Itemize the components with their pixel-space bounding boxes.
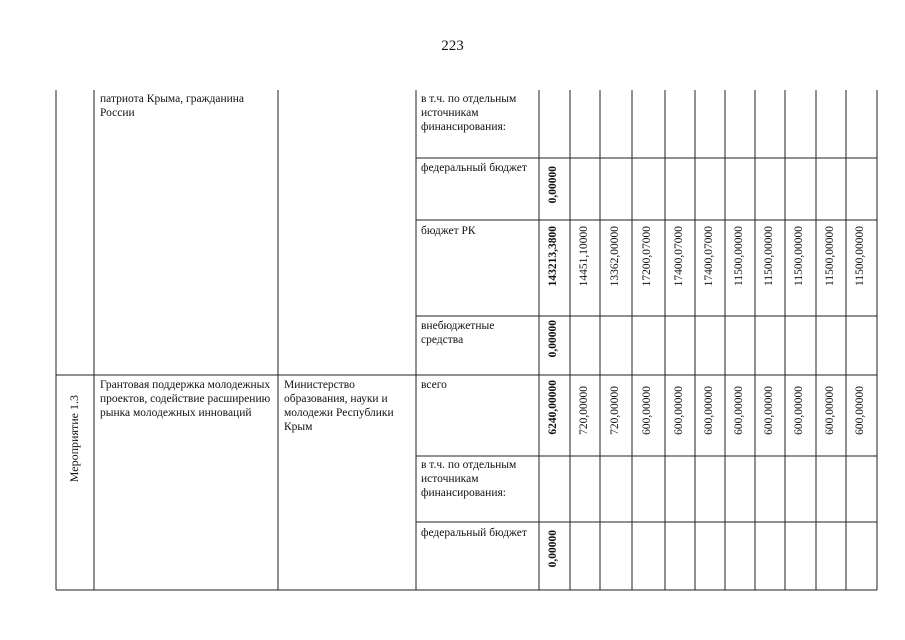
year-value: 11500,00000 <box>824 226 836 286</box>
source-label: в т.ч. по отдельным источникам финансирования: <box>421 459 517 499</box>
event-name: Грантовая поддержка молодежных проектов, содействие расширению рынка молодежных инноваций <box>100 379 271 419</box>
year-value: 11500,00000 <box>763 226 775 286</box>
year-value: 17200,07000 <box>641 226 653 287</box>
year-value: 13362,00000 <box>609 226 621 287</box>
year-value: 600,00000 <box>641 386 653 435</box>
total-value: 0,00000 <box>547 320 559 358</box>
total-value: 143213,3800 <box>547 226 559 287</box>
year-value: 600,00000 <box>733 386 745 435</box>
year-value: 600,00000 <box>793 386 805 435</box>
year-value: 720,00000 <box>578 386 590 435</box>
year-value: 11500,00000 <box>793 226 805 286</box>
year-value: 720,00000 <box>609 386 621 435</box>
source-label: федеральный бюджет <box>421 527 527 539</box>
year-value: 600,00000 <box>703 386 715 435</box>
source-label: бюджет РК <box>421 225 476 237</box>
year-value: 11500,00000 <box>854 226 866 286</box>
year-value: 600,00000 <box>763 386 775 435</box>
source-label: в т.ч. по отдельным источникам финансирования: <box>421 93 517 133</box>
year-value: 14451,10000 <box>578 226 590 287</box>
event-code: Мероприятие 1.3 <box>67 395 81 483</box>
executor: Министерство образования, науки и молодежи Республики Крым <box>284 379 394 433</box>
year-value: 600,00000 <box>824 386 836 435</box>
total-value: 0,00000 <box>547 166 559 204</box>
source-label: федеральный бюджет <box>421 162 527 174</box>
total-value: 6240,00000 <box>547 380 559 435</box>
year-value: 11500,00000 <box>733 226 745 286</box>
page-number: 223 <box>441 38 464 54</box>
source-label: внебюджетные средства <box>421 320 495 346</box>
year-value: 600,00000 <box>673 386 685 435</box>
year-value: 17400,07000 <box>703 226 715 287</box>
event-name-continued: патриота Крыма, гражданина России <box>100 93 245 119</box>
year-value: 600,00000 <box>854 386 866 435</box>
total-value: 0,00000 <box>547 530 559 568</box>
year-value: 17400,07000 <box>673 226 685 287</box>
source-label: всего <box>421 379 447 391</box>
